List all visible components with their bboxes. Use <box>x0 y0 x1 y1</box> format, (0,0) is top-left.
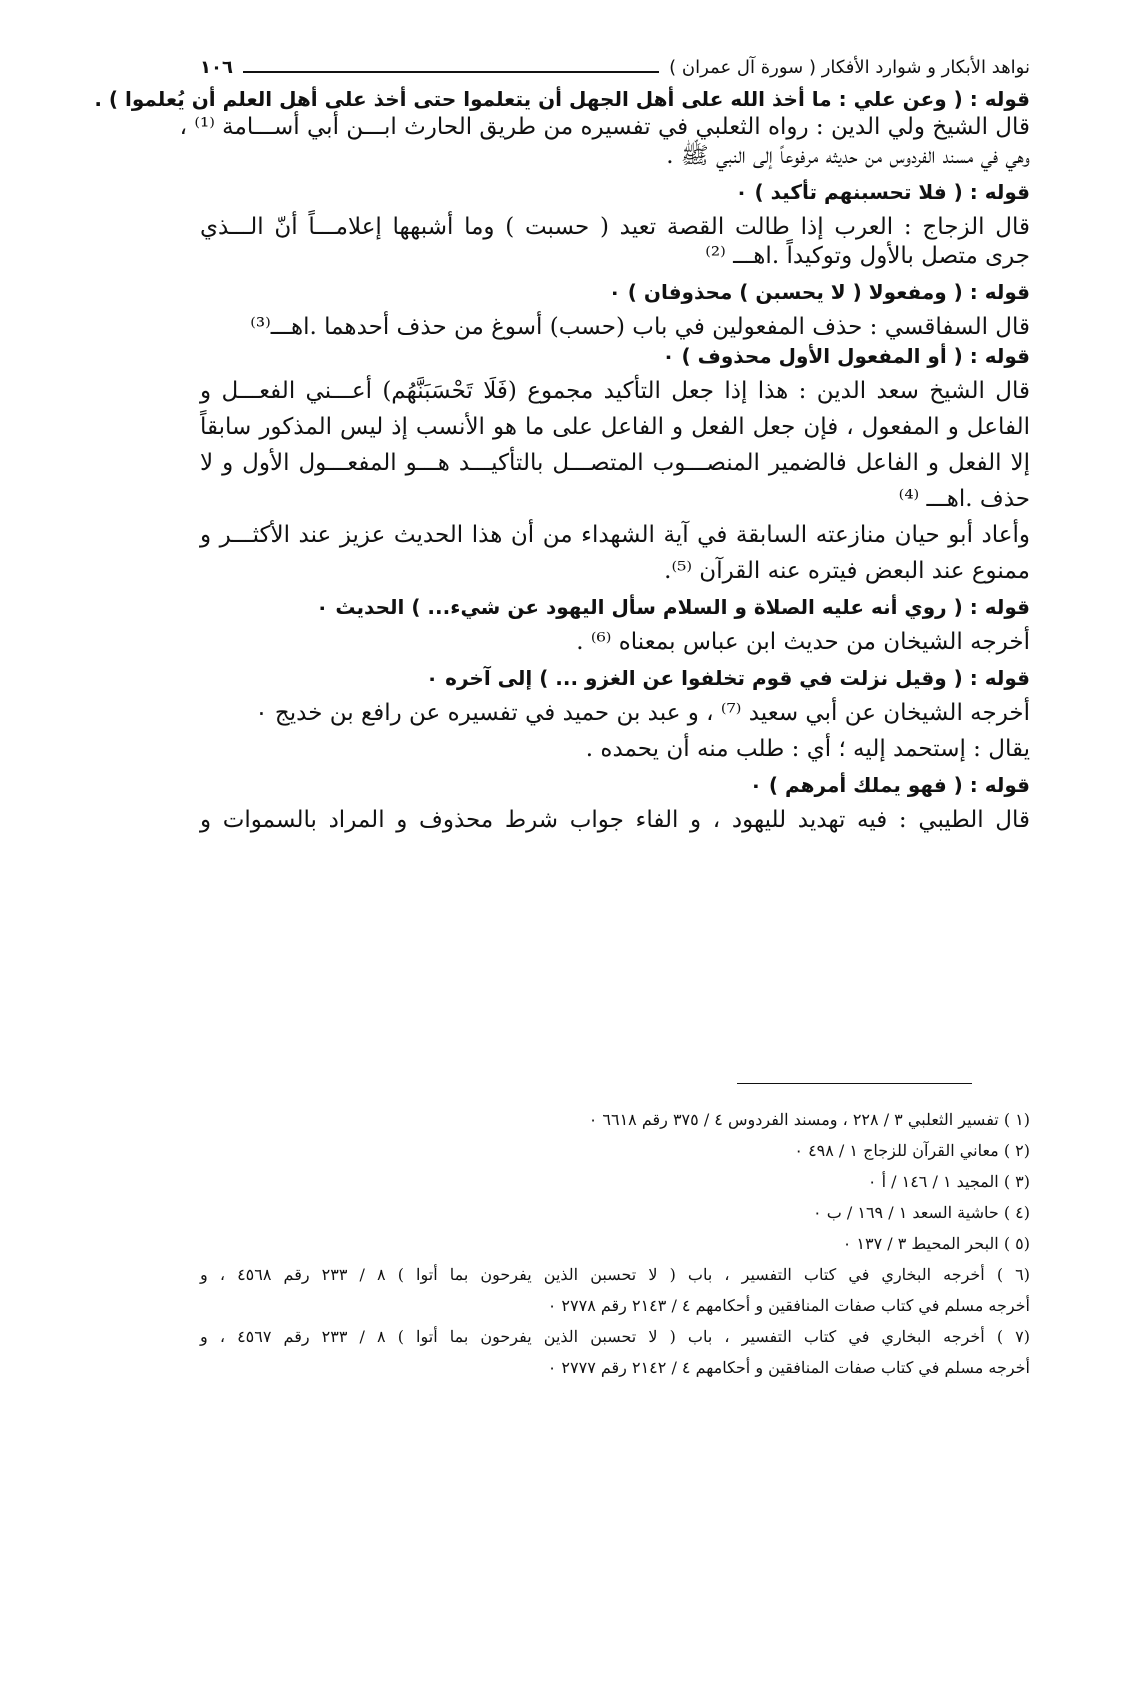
footnote: (١ ) تفسير الثعلبي ٣ / ٢٢٨ ، ومسند الفردوس ٤ / ٣٧٥ رقم ٦٦١٨ ٠ <box>588 1110 1030 1129</box>
quote-heading: قوله : ( روي أنه عليه الصلاة و السلام سأل اليهود عن شيء... ) الحديث ٠ <box>316 595 1030 619</box>
text-line: جرى متصل بالأول وتوكيداً .اهـــ ⁽²⁾ <box>705 243 1030 269</box>
text-line: وهي في مسند الفردوس من حديثه مرفوعاً إلى النبي ﷺ . <box>666 143 1030 169</box>
text-line: قال الطيبي : فيه تهديد لليهود ، و الفاء جواب شرط محذوف و المراد بالسموات و <box>200 807 1030 833</box>
running-header <box>200 55 1030 85</box>
footnote: (٥ ) البحر المحيط ٣ / ١٣٧ ٠ <box>842 1234 1030 1253</box>
footnote: أخرجه مسلم في كتاب صفات المنافقين و أحكامهم ٤ / ٢١٤٣ رقم ٢٧٧٨ ٠ <box>547 1296 1030 1315</box>
quote-heading: قوله : ( فهو يملك أمرهم ) ٠ <box>749 773 1030 797</box>
text-line: قال السفاقسي : حذف المفعولين في باب (حسب) أسوغ من حذف أحدهما .اهـــ⁽³⁾ <box>250 314 1030 340</box>
quote-heading: قوله : ( ومفعولا ( لا يحسبن ) محذوفان ) ٠ <box>608 280 1030 304</box>
quote-heading: قوله : ( فلا تحسبنهم تأكيد ) ٠ <box>735 180 1030 204</box>
text-line: حذف .اهـــ ⁽⁴⁾ <box>898 486 1030 512</box>
page-body <box>94 55 1030 835</box>
text-line: ممنوع عند البعض فيتره عنه القرآن ⁽⁵⁾. <box>664 558 1030 584</box>
text-line: الفاعل و المفعول ، فإن جعل الفعل و الفاعل على ما هو الأنسب إذ ليس المذكور سابقاً <box>200 414 1030 440</box>
text-line: أخرجه الشيخان عن أبي سعيد ⁽⁷⁾ ، و عبد بن حميد في تفسيره عن رافع بن خديج ٠ <box>255 700 1030 726</box>
footnote: (٣ ) المجيد ١ / ١٤٦ / أ ٠ <box>867 1172 1030 1191</box>
quote-heading: قوله : ( أو المفعول الأول محذوف ) ٠ <box>662 344 1030 368</box>
footnote: (٤ ) حاشية السعد ١ / ١٦٩ / ب ٠ <box>813 1203 1030 1222</box>
footnote: (٢ ) معاني القرآن للزجاج ١ / ٤٩٨ ٠ <box>794 1141 1030 1160</box>
text-line: وأعاد أبو حيان منازعته السابقة في آية الشهداء من أن هذا الحديث عزيز عند الأكثـــر و <box>200 522 1030 548</box>
footnote: أخرجه مسلم في كتاب صفات المنافقين و أحكامهم ٤ / ٢١٤٢ رقم ٢٧٧٧ ٠ <box>547 1358 1030 1377</box>
text-line: إلا الفعل و الفاعل فالضمير المنصـــوب المتصـــل بالتأكيـــد هـــو المفعـــول الأول و لا <box>200 450 1030 476</box>
footnote: (٧ ) أخرجه البخاري في كتاب التفسير ، باب ( لا تحسبن الذين يفرحون بما أتوا ) ٨ / ٢٣٣ رقم ٤٥٦٧ ، و <box>200 1327 1031 1346</box>
page-number: ١٠٦ <box>200 57 233 78</box>
quote-heading: قوله : ( وعن علي : ما أخذ الله على أهل الجهل أن يتعلموا حتى أخذ على أهل العلم أن يُعلموا ) . <box>94 87 1030 111</box>
text-line: أخرجه الشيخان من حديث ابن عباس بمعناه ⁽⁶⁾ . <box>576 629 1030 655</box>
footnote: (٦ ) أخرجه البخاري في كتاب التفسير ، باب ( لا تحسبن الذين يفرحون بما أتوا ) ٨ / ٢٣٣ رقم ٤٥٦٨ ، و <box>200 1265 1031 1284</box>
running-title: نواهد الأبكار و شوارد الأفكار ( سورة آل عمران ) <box>669 57 1030 78</box>
header-rule <box>243 71 659 73</box>
text-line: يقال : إستحمد إليه ؛ أي : طلب منه أن يحمده . <box>585 736 1030 762</box>
footnote-separator <box>737 1083 972 1084</box>
text-line: قال الشيخ ولي الدين : رواه الثعلبي في تفسيره من طريق الحارث ابـــن أبي أســـامة ⁽¹⁾ ، <box>179 114 1030 140</box>
quote-heading: قوله : ( وقيل نزلت في قوم تخلفوا عن الغزو ... ) إلى آخره ٠ <box>425 666 1030 690</box>
text-line: قال الشيخ سعد الدين : هذا إذا جعل التأكيد مجموع (فَلَا تَحْسَبَنَّهُم) أعـــني الفعـــل و <box>200 378 1030 404</box>
footnotes <box>200 1104 1030 1383</box>
text-line: قال الزجاج : العرب إذا طالت القصة تعيد ( حسبت ) وما أشبهها إعلامـــاً أنّ الـــذي <box>200 214 1030 240</box>
